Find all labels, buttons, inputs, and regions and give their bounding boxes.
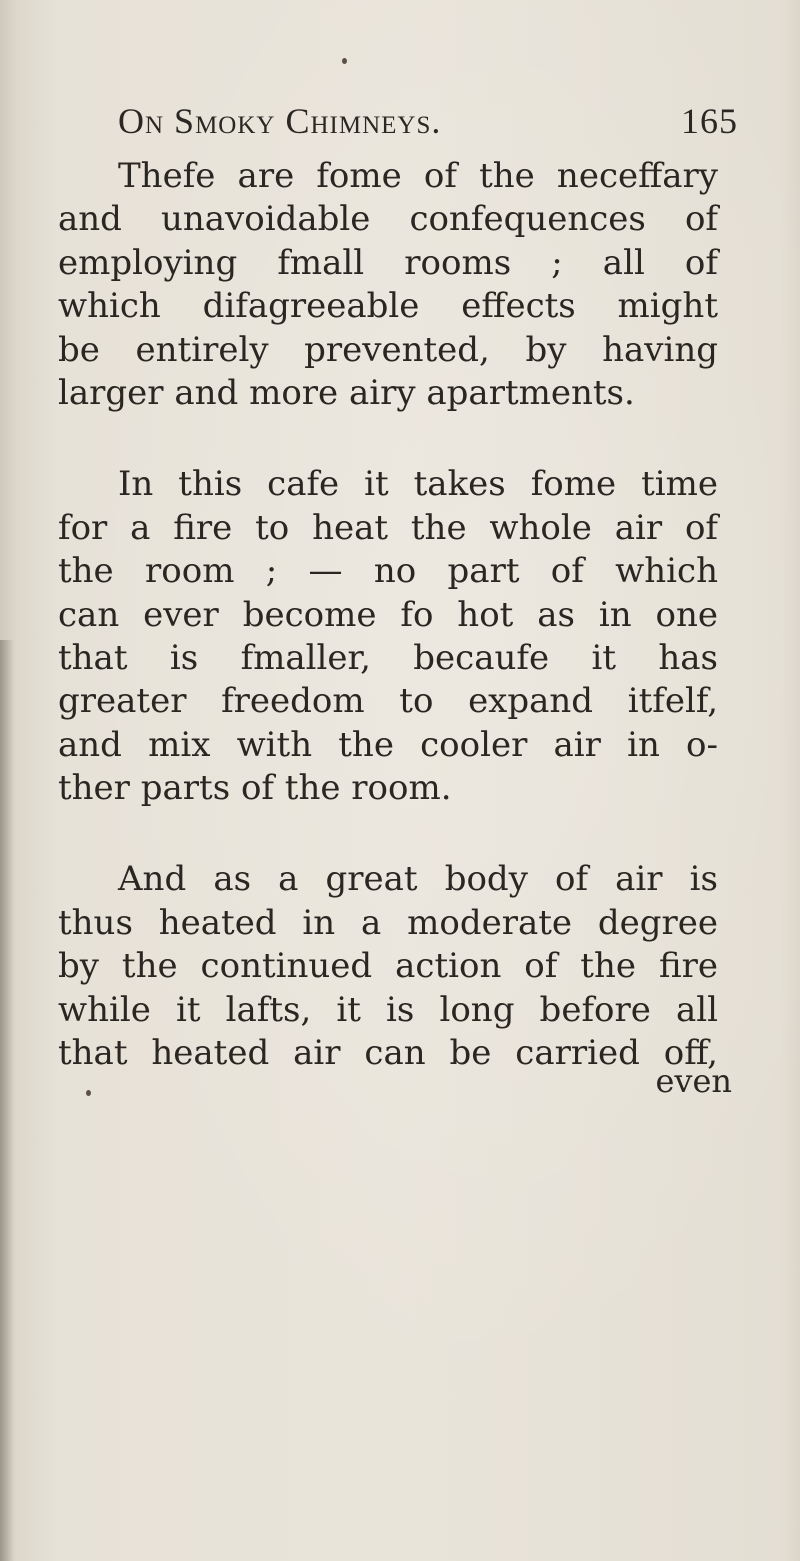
text-line: employing fmall rooms ; all of [58, 242, 718, 283]
text-line: and mix with the cooler air in o- [58, 724, 718, 765]
paragraph-3 [58, 858, 718, 1075]
text-line: In this cafe it takes fome time [118, 464, 718, 505]
text-line: be entirely prevented, by having [58, 329, 718, 370]
ink-speck [86, 1090, 91, 1096]
text-line: ther parts of the room. [58, 768, 452, 809]
text-line: larger and more airy apartments. [58, 372, 635, 413]
paragraph-gap [58, 810, 718, 858]
text-line: by the continued action of the fire [58, 946, 718, 987]
text-line: greater freedom to expand itfelf, [58, 681, 718, 722]
text-line: the room ; — no part of which [58, 551, 718, 592]
catchword: even [655, 1062, 732, 1100]
text-line: while it lafts, it is long before all [58, 989, 718, 1030]
body-text [58, 155, 718, 1075]
paragraph-gap [58, 415, 718, 463]
text-line: Thefe are fome of the neceffary [118, 156, 718, 196]
text-line: thus heated in a moderate degree [58, 902, 718, 943]
text-line: that is fmaller, becaufe it has [58, 637, 718, 678]
text-line: that heated air can be carried off, [58, 1033, 718, 1074]
page-edge-shadow [0, 640, 14, 1561]
running-head-title: On Smoky Chimneys. [118, 101, 442, 141]
ink-speck [342, 58, 347, 64]
running-head [118, 100, 738, 150]
text-line: And as a great body of air is [118, 859, 718, 900]
text-line: which difagreeable effects might [58, 286, 718, 327]
paragraph-2 [58, 463, 718, 810]
text-line: for a fire to heat the whole air of [58, 507, 718, 548]
text-line: and unavoidable confequences of [58, 199, 718, 240]
paragraph-1 [58, 155, 718, 415]
page-number: 165 [681, 101, 738, 141]
text-line: can ever become fo hot as in one [58, 594, 718, 635]
